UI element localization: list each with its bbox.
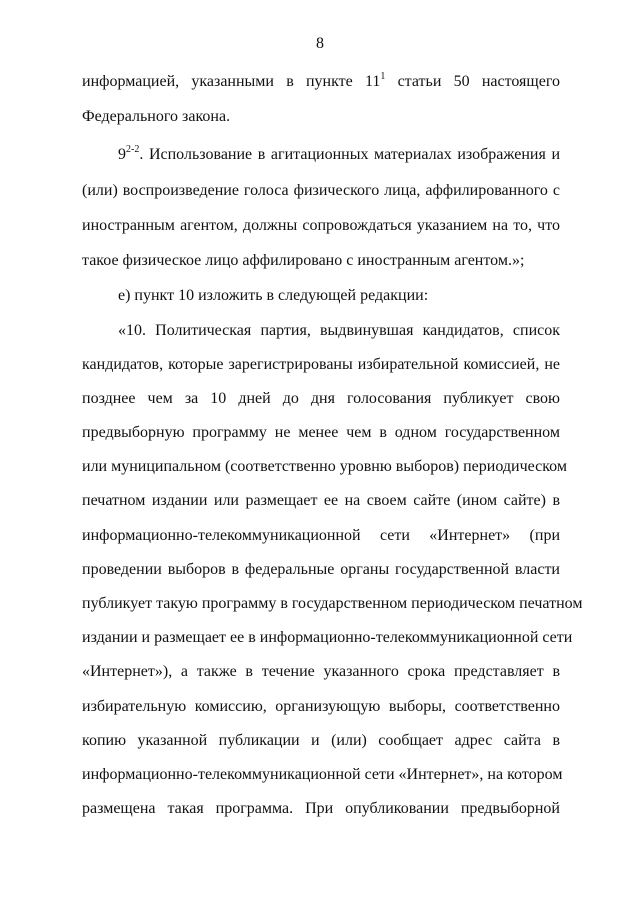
text-line: размещена такая программа. При опубликовании предвыборной [82,800,560,817]
text-line: информационно-телекоммуникационной сети «Интернет», на котором [82,766,563,783]
text-line: предвыборную программу не менее чем в одном государственном [82,424,560,441]
text-line: печатном издании или размещает ее на своем сайте (ином сайте) в [82,492,560,509]
text-line: копию указанной публикации и (или) сообщает адрес сайта в [82,732,560,749]
text-line: информацией, указанными в пункте $11^1$ статьи 50 настоящего [82,71,561,90]
superscript: 2-2 [126,144,140,155]
superscript: 1 [380,71,386,82]
text-line: позднее чем за 10 дней до дня голосования публикует свою [82,390,560,407]
page-number: 8 [316,35,324,52]
text-line: иностранным агентом, должны сопровождаться указанием на то, что [82,217,560,234]
text-line: «10. Политическая партия, выдвинувшая кандидатов, список [118,322,560,339]
text-line: информационно-телекоммуникационной сети «Интернет» (при [82,527,560,544]
text-line: кандидатов, которые зарегистрированы избирательной комиссией, не [82,356,560,373]
text-line: е) пункт 10 изложить в следующей редакции: [118,287,429,304]
text-line: издании и размещает ее в информационно-телекоммуникационной сети [82,629,573,646]
text-line: такое физическое лицо аффилировано с иностранным агентом.»; [82,252,525,269]
text-line: (или) воспроизведение голоса физического лица, аффилированного с [82,182,560,199]
text-line: публикует такую программу в государственном периодическом печатном [82,595,583,612]
text-line: избирательную комиссию, организующую выборы, соответственно [82,698,560,715]
text-line: или муниципальном (соответственно уровню выборов) периодическом [82,458,567,475]
text-line: Федерального закона. [82,108,231,125]
text-line: проведении выборов в федеральные органы государственной власти [82,561,560,578]
text-line: «Интернет»), а также в течение указанного срока представляет в [82,663,560,680]
text-line: 9$^{2-2}$. Использование в агитационных материалах изображения и [118,144,560,163]
